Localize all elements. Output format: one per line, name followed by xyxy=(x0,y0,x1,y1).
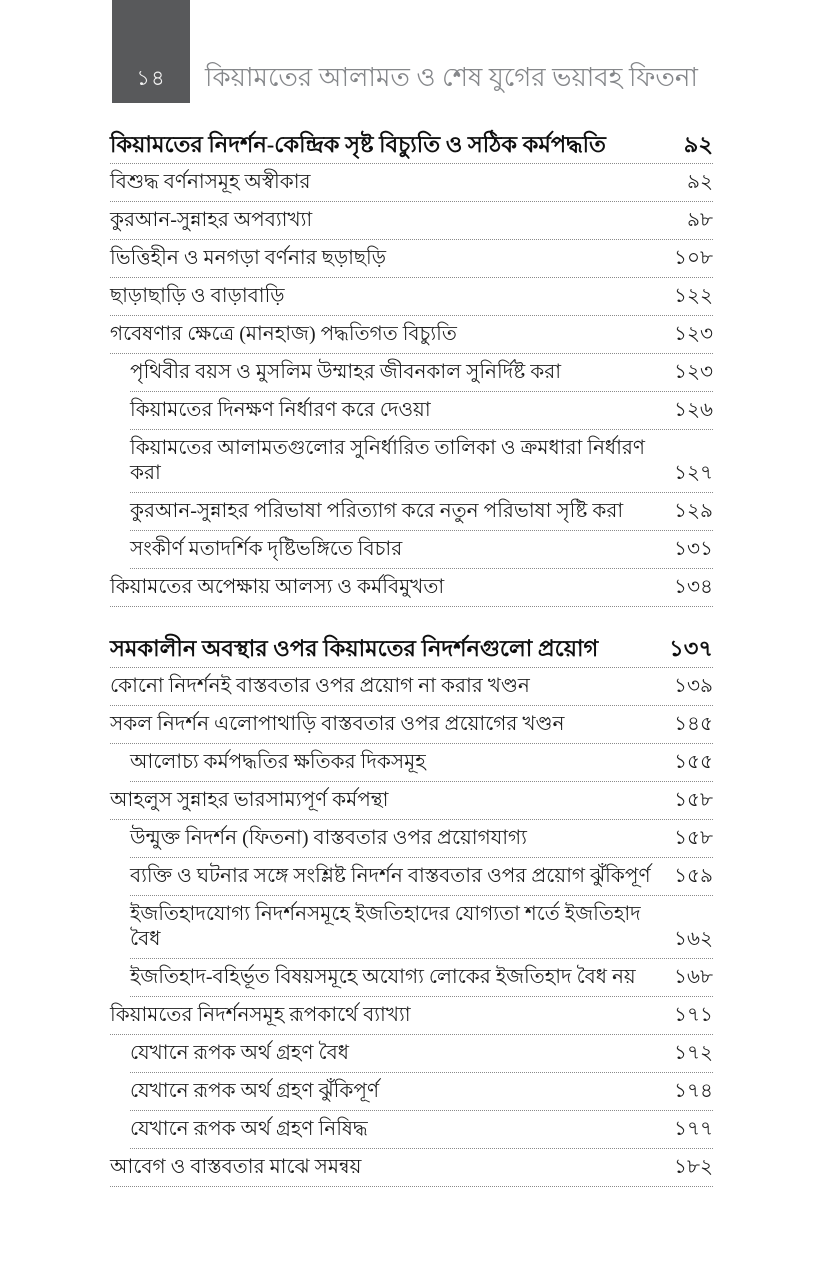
toc-entry-label: সমকালীন অবস্থার ওপর কিয়ামতের নিদর্শনগুলো প্রয়োগ xyxy=(110,636,599,661)
toc-entry-label: পৃথিবীর বয়স ও মুসলিম উম্মাহর জীবনকাল সুনির্দিষ্ট করা xyxy=(130,361,561,383)
toc-entry-sub xyxy=(130,392,713,430)
toc-entry-page: ১৫৮ xyxy=(674,827,713,849)
toc-entry-sub xyxy=(130,1111,713,1149)
toc-entry-page: ১৫৮ xyxy=(674,789,713,811)
toc-entry-page: ১৫৫ xyxy=(674,751,713,773)
toc-entry-page: ১৭১ xyxy=(674,1004,713,1026)
toc-entry-sub xyxy=(130,493,713,531)
toc-entry-label: ইজতিহাদযোগ্য নিদর্শনসমূহে ইজতিহাদের যোগ্যতা শর্তে ইজতিহাদ বৈধ xyxy=(130,903,641,950)
toc-entry-label: যেখানে রূপক অর্থ গ্রহণ বৈধ xyxy=(130,1042,349,1064)
toc-entry-label: ভিত্তিহীন ও মনগড়া বর্ণনার ছড়াছড়ি xyxy=(110,247,387,269)
toc-entry xyxy=(110,164,713,202)
toc-entry-label: উন্মুক্ত নিদর্শন (ফিতনা) বাস্তবতার ওপর প্রয়োগযাগ্য xyxy=(130,827,527,849)
toc-entry-label: সকল নিদর্শন এলোপাথাড়ি বাস্তবতার ওপর প্রয়োগের খণ্ডন xyxy=(110,713,565,735)
toc-entry-label: কোনো নিদর্শনই বাস্তবতার ওপর প্রয়োগ না করার খণ্ডন xyxy=(110,675,530,697)
toc-entry-page: ১৭৭ xyxy=(674,1118,713,1140)
toc-entry-page: ১৭২ xyxy=(674,1042,713,1064)
toc-entry-sub xyxy=(130,1035,713,1073)
table-of-contents xyxy=(110,126,713,1187)
toc-entry xyxy=(110,278,713,316)
toc-entry xyxy=(110,316,713,354)
toc-entry xyxy=(110,782,713,820)
toc-entry xyxy=(110,569,713,607)
toc-entry xyxy=(110,202,713,240)
toc-entry-sub xyxy=(130,354,713,392)
toc-entry-page: ১৩৭ xyxy=(669,636,713,661)
toc-entry-page: ১৩৯ xyxy=(674,675,713,697)
toc-entry-label: কিয়ামতের আলামতগুলোর সুনির্ধারিত তালিকা ও ক্রমধারা নির্ধারণ করা xyxy=(130,437,646,484)
toc-entry-sub xyxy=(130,820,713,858)
toc-entry xyxy=(110,997,713,1035)
toc-entry-sub xyxy=(130,430,713,493)
toc-entry-page: ১৬২ xyxy=(674,928,713,950)
page-number: ১৪ xyxy=(136,66,166,90)
toc-entry-sub xyxy=(130,1073,713,1111)
toc-entry-sub xyxy=(130,896,713,959)
toc-entry xyxy=(110,706,713,744)
toc-entry-page: ১২৬ xyxy=(674,399,713,421)
toc-entry-label: ব্যক্তি ও ঘটনার সঙ্গে সংশ্লিষ্ট নিদর্শন বাস্তবতার ওপর প্রয়োগ ঝুঁকিপূর্ণ xyxy=(130,865,651,887)
toc-entry-label: কিয়ামতের দিনক্ষণ নির্ধারণ করে দেওয়া xyxy=(130,399,431,421)
toc-entry-sub xyxy=(130,531,713,569)
toc-entry-label: গবেষণার ক্ষেত্রে (মানহাজ) পদ্ধতিগত বিচ্যুতি xyxy=(110,323,457,345)
toc-entry-label: আহলুস সুন্নাহর ভারসাম্যপূর্ণ কর্মপন্থা xyxy=(110,789,389,811)
toc-entry-sub xyxy=(130,744,713,782)
toc-entry-label: আবেগ ও বাস্তবতার মাঝে সমন্বয় xyxy=(110,1156,362,1178)
toc-entry-label: কুরআন-সুন্নাহর অপব্যাখ্যা xyxy=(110,209,313,231)
toc-entry xyxy=(110,240,713,278)
toc-entry-page: ১২৩ xyxy=(674,323,713,345)
toc-entry-label: যেখানে রূপক অর্থ গ্রহণ নিষিদ্ধ xyxy=(130,1118,368,1140)
toc-entry-page: ১৪৫ xyxy=(674,713,713,735)
toc-entry-label: আলোচ্য কর্মপদ্ধতির ক্ষতিকর দিকসমূহ xyxy=(130,751,426,773)
running-title-container xyxy=(190,0,713,103)
toc-entry xyxy=(110,668,713,706)
toc-entry-page: ৯২ xyxy=(687,171,713,193)
page-number-block xyxy=(112,0,190,103)
toc-entry-page: ১০৮ xyxy=(674,247,713,269)
toc-entry-page: ১৬৮ xyxy=(674,966,713,988)
toc-entry-label: বিশুদ্ধ বর্ণনাসমূহ অস্বীকার xyxy=(110,171,311,193)
toc-entry-page: ১৭৪ xyxy=(674,1080,713,1102)
toc-entry-label: ছাড়াছাড়ি ও বাড়াবাড়ি xyxy=(110,285,285,307)
toc-entry-label: কিয়ামতের নিদর্শন-কেন্দ্রিক সৃষ্ট বিচ্যুতি ও সঠিক কর্মপদ্ধতি xyxy=(110,132,606,157)
toc-entry-label: ইজতিহাদ-বহির্ভূত বিষয়সমূহে অযোগ্য লোকের ইজতিহাদ বৈধ নয় xyxy=(130,966,636,988)
toc-entry-page: ১২৩ xyxy=(674,361,713,383)
book-title: কিয়ামতের আলামত ও শেষ যুগের ভয়াবহ ফিতনা xyxy=(205,63,698,93)
toc-entry-page: ৯২ xyxy=(683,132,713,157)
toc-entry-page: ১৩১ xyxy=(674,538,713,560)
toc-entry-page: ১২২ xyxy=(674,285,713,307)
toc-entry-page: ১৫৯ xyxy=(674,865,713,887)
toc-entry-label: কিয়ামতের অপেক্ষায় আলস্য ও কর্মবিমুখতা xyxy=(110,576,445,598)
toc-entry-page: ১২৯ xyxy=(674,500,713,522)
toc-entry-page: ১২৭ xyxy=(674,462,713,484)
toc-entry-page: ১৩৪ xyxy=(674,576,713,598)
toc-entry-page: ১৮২ xyxy=(674,1156,713,1178)
page-header xyxy=(0,0,822,103)
toc-entry xyxy=(110,1149,713,1187)
toc-entry-sub xyxy=(130,858,713,896)
toc-section-heading xyxy=(110,126,713,164)
toc-entry-label: কিয়ামতের নিদর্শনসমূহ রূপকার্থে ব্যাখ্যা xyxy=(110,1004,411,1026)
toc-entry-label: যেখানে রূপক অর্থ গ্রহণ ঝুঁকিপূর্ণ xyxy=(130,1080,380,1102)
toc-entry-page: ৯৮ xyxy=(687,209,713,231)
toc-entry-label: কুরআন-সুন্নাহর পরিভাষা পরিত্যাগ করে নতুন পরিভাষা সৃষ্টি করা xyxy=(130,500,624,522)
toc-entry-sub xyxy=(130,959,713,997)
toc-entry-label: সংকীর্ণ মতাদর্শিক দৃষ্টিভঙ্গিতে বিচার xyxy=(130,538,403,560)
toc-section-heading xyxy=(110,630,713,668)
